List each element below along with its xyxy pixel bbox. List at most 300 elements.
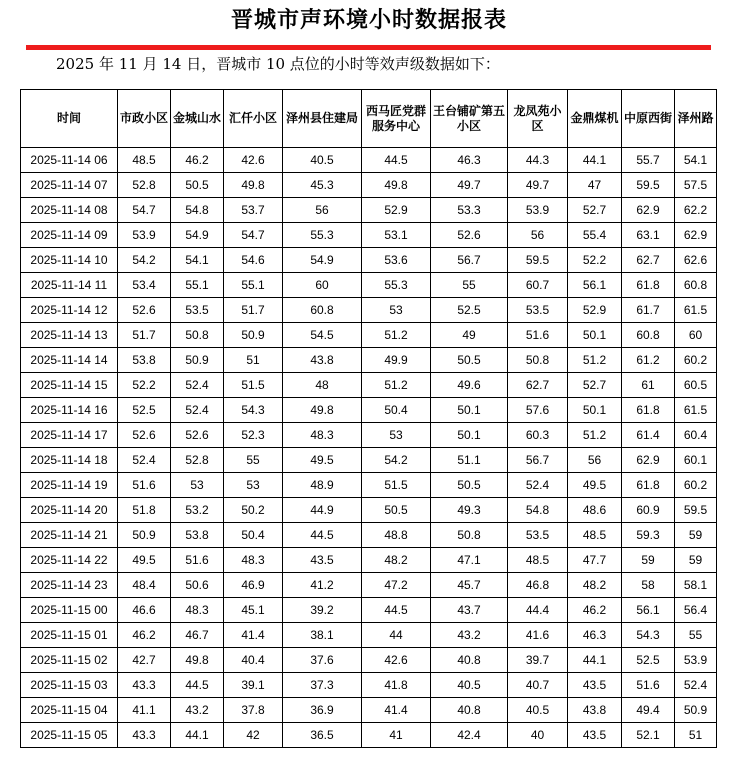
- time-cell: 2025-11-15 04: [21, 698, 118, 723]
- value-cell: 45.1: [224, 598, 283, 623]
- value-cell: 49.9: [362, 348, 431, 373]
- value-cell: 59.5: [508, 248, 568, 273]
- value-cell: 47.1: [431, 548, 508, 573]
- value-cell: 54.1: [675, 148, 717, 173]
- time-cell: 2025-11-14 18: [21, 448, 118, 473]
- value-cell: 50.4: [362, 398, 431, 423]
- table-row: [21, 273, 717, 298]
- value-cell: 52.6: [431, 223, 508, 248]
- value-cell: 39.1: [224, 673, 283, 698]
- value-cell: 51.5: [362, 473, 431, 498]
- time-cell: 2025-11-14 08: [21, 198, 118, 223]
- title-divider: [26, 45, 711, 50]
- value-cell: 43.8: [283, 348, 362, 373]
- value-cell: 41.1: [118, 698, 171, 723]
- value-cell: 40.5: [283, 148, 362, 173]
- value-cell: 52.2: [568, 248, 622, 273]
- value-cell: 62.9: [622, 198, 675, 223]
- value-cell: 49.5: [283, 448, 362, 473]
- value-cell: 59.3: [622, 523, 675, 548]
- value-cell: 61.5: [675, 398, 717, 423]
- value-cell: 56.1: [568, 273, 622, 298]
- value-cell: 51.6: [171, 548, 224, 573]
- value-cell: 36.5: [283, 723, 362, 748]
- table-row: [21, 723, 717, 748]
- value-cell: 62.7: [508, 373, 568, 398]
- value-cell: 53.6: [362, 248, 431, 273]
- value-cell: 52.4: [171, 398, 224, 423]
- time-cell: 2025-11-14 19: [21, 473, 118, 498]
- column-header: 金鼎煤机: [568, 90, 622, 148]
- time-cell: 2025-11-14 15: [21, 373, 118, 398]
- value-cell: 54.6: [224, 248, 283, 273]
- value-cell: 41.4: [362, 698, 431, 723]
- value-cell: 49.8: [283, 398, 362, 423]
- value-cell: 61.4: [622, 423, 675, 448]
- value-cell: 48.5: [508, 548, 568, 573]
- column-header: 泽州路: [675, 90, 717, 148]
- value-cell: 48.5: [568, 523, 622, 548]
- value-cell: 52.4: [675, 673, 717, 698]
- value-cell: 44.5: [171, 673, 224, 698]
- value-cell: 40: [508, 723, 568, 748]
- value-cell: 54.7: [224, 223, 283, 248]
- value-cell: 52.3: [224, 423, 283, 448]
- value-cell: 53.5: [508, 523, 568, 548]
- value-cell: 50.5: [431, 473, 508, 498]
- value-cell: 50.4: [224, 523, 283, 548]
- value-cell: 52.2: [118, 373, 171, 398]
- value-cell: 51.2: [362, 373, 431, 398]
- value-cell: 49.7: [508, 173, 568, 198]
- table-row: [21, 223, 717, 248]
- value-cell: 46.9: [224, 573, 283, 598]
- value-cell: 36.9: [283, 698, 362, 723]
- table-row: [21, 248, 717, 273]
- value-cell: 59: [622, 548, 675, 573]
- value-cell: 48.3: [224, 548, 283, 573]
- value-cell: 61.5: [675, 298, 717, 323]
- value-cell: 45.3: [283, 173, 362, 198]
- value-cell: 63.1: [622, 223, 675, 248]
- value-cell: 43.5: [568, 673, 622, 698]
- value-cell: 42.6: [224, 148, 283, 173]
- value-cell: 55.3: [283, 223, 362, 248]
- value-cell: 43.2: [171, 698, 224, 723]
- value-cell: 49.4: [622, 698, 675, 723]
- value-cell: 59: [675, 523, 717, 548]
- table-row: [21, 698, 717, 723]
- value-cell: 51.7: [118, 323, 171, 348]
- value-cell: 60: [675, 323, 717, 348]
- value-cell: 60.4: [675, 423, 717, 448]
- value-cell: 60.8: [622, 323, 675, 348]
- value-cell: 52.4: [171, 373, 224, 398]
- table-header-row: [21, 90, 717, 148]
- column-header: 西马匠党群服务中心: [362, 90, 431, 148]
- value-cell: 44.4: [508, 598, 568, 623]
- value-cell: 44.3: [508, 148, 568, 173]
- value-cell: 52.5: [622, 648, 675, 673]
- value-cell: 48.6: [568, 498, 622, 523]
- value-cell: 53: [224, 473, 283, 498]
- time-cell: 2025-11-14 14: [21, 348, 118, 373]
- value-cell: 52.6: [118, 423, 171, 448]
- value-cell: 61.8: [622, 473, 675, 498]
- value-cell: 43.7: [431, 598, 508, 623]
- value-cell: 43.5: [283, 548, 362, 573]
- value-cell: 50.1: [431, 398, 508, 423]
- value-cell: 60.2: [675, 473, 717, 498]
- value-cell: 62.6: [675, 248, 717, 273]
- value-cell: 55.1: [171, 273, 224, 298]
- value-cell: 50.9: [224, 323, 283, 348]
- value-cell: 49.6: [431, 373, 508, 398]
- value-cell: 46.8: [508, 573, 568, 598]
- value-cell: 42: [224, 723, 283, 748]
- value-cell: 61.8: [622, 398, 675, 423]
- value-cell: 60.8: [675, 273, 717, 298]
- table-row: [21, 448, 717, 473]
- value-cell: 46.2: [171, 148, 224, 173]
- value-cell: 62.9: [675, 223, 717, 248]
- value-cell: 59.5: [622, 173, 675, 198]
- value-cell: 52.4: [508, 473, 568, 498]
- value-cell: 55.4: [568, 223, 622, 248]
- page-title: 晋城市声环境小时数据报表: [230, 7, 507, 33]
- value-cell: 60.7: [508, 273, 568, 298]
- value-cell: 51.5: [224, 373, 283, 398]
- value-cell: 53: [362, 423, 431, 448]
- time-cell: 2025-11-14 13: [21, 323, 118, 348]
- intro-text: 2025 年 11 月 14 日，晋城市 10 点位的小时等效声级数据如下：: [56, 55, 500, 73]
- time-cell: 2025-11-14 16: [21, 398, 118, 423]
- value-cell: 40.7: [508, 673, 568, 698]
- value-cell: 56: [283, 198, 362, 223]
- table-row: [21, 523, 717, 548]
- table-row: [21, 673, 717, 698]
- value-cell: 41.2: [283, 573, 362, 598]
- value-cell: 49.5: [118, 548, 171, 573]
- value-cell: 59.5: [675, 498, 717, 523]
- value-cell: 56: [568, 448, 622, 473]
- value-cell: 50.9: [171, 348, 224, 373]
- value-cell: 41.6: [508, 623, 568, 648]
- value-cell: 53.7: [224, 198, 283, 223]
- value-cell: 53.2: [171, 498, 224, 523]
- value-cell: 62.9: [622, 448, 675, 473]
- value-cell: 61: [622, 373, 675, 398]
- value-cell: 60: [283, 273, 362, 298]
- value-cell: 54.9: [171, 223, 224, 248]
- table-row: [21, 198, 717, 223]
- value-cell: 42.6: [362, 648, 431, 673]
- value-cell: 44.5: [283, 523, 362, 548]
- value-cell: 51: [224, 348, 283, 373]
- value-cell: 61.8: [622, 273, 675, 298]
- value-cell: 37.3: [283, 673, 362, 698]
- value-cell: 54.5: [283, 323, 362, 348]
- value-cell: 56.7: [508, 448, 568, 473]
- value-cell: 55.1: [224, 273, 283, 298]
- value-cell: 50.8: [508, 348, 568, 373]
- value-cell: 55: [431, 273, 508, 298]
- value-cell: 41.8: [362, 673, 431, 698]
- value-cell: 48.8: [362, 523, 431, 548]
- value-cell: 50.6: [171, 573, 224, 598]
- value-cell: 54.9: [283, 248, 362, 273]
- value-cell: 50.1: [568, 398, 622, 423]
- column-header: 泽州县住建局: [283, 90, 362, 148]
- value-cell: 51: [675, 723, 717, 748]
- value-cell: 48.4: [118, 573, 171, 598]
- value-cell: 52.9: [568, 298, 622, 323]
- value-cell: 60.2: [675, 348, 717, 373]
- value-cell: 49.8: [224, 173, 283, 198]
- value-cell: 52.8: [171, 448, 224, 473]
- value-cell: 54.8: [508, 498, 568, 523]
- time-cell: 2025-11-14 23: [21, 573, 118, 598]
- value-cell: 40.5: [431, 673, 508, 698]
- value-cell: 56: [508, 223, 568, 248]
- value-cell: 53.8: [171, 523, 224, 548]
- value-cell: 52.6: [118, 298, 171, 323]
- value-cell: 62.2: [675, 198, 717, 223]
- value-cell: 47.7: [568, 548, 622, 573]
- value-cell: 50.5: [171, 173, 224, 198]
- value-cell: 50.9: [118, 523, 171, 548]
- value-cell: 48.3: [171, 598, 224, 623]
- value-cell: 61.2: [622, 348, 675, 373]
- time-cell: 2025-11-14 17: [21, 423, 118, 448]
- value-cell: 44.1: [568, 648, 622, 673]
- table-row: [21, 548, 717, 573]
- time-cell: 2025-11-15 05: [21, 723, 118, 748]
- table-row: [21, 173, 717, 198]
- value-cell: 51.6: [118, 473, 171, 498]
- time-cell: 2025-11-15 03: [21, 673, 118, 698]
- value-cell: 51.2: [362, 323, 431, 348]
- value-cell: 51.8: [118, 498, 171, 523]
- value-cell: 51.2: [568, 348, 622, 373]
- column-header: 金城山水: [171, 90, 224, 148]
- table-row: [21, 373, 717, 398]
- value-cell: 47: [568, 173, 622, 198]
- value-cell: 51.1: [431, 448, 508, 473]
- value-cell: 44: [362, 623, 431, 648]
- value-cell: 48.2: [362, 548, 431, 573]
- time-cell: 2025-11-14 22: [21, 548, 118, 573]
- value-cell: 42.7: [118, 648, 171, 673]
- value-cell: 61.7: [622, 298, 675, 323]
- value-cell: 43.3: [118, 673, 171, 698]
- table-row: [21, 323, 717, 348]
- value-cell: 53.1: [362, 223, 431, 248]
- value-cell: 55: [224, 448, 283, 473]
- time-cell: 2025-11-14 20: [21, 498, 118, 523]
- value-cell: 54.1: [171, 248, 224, 273]
- value-cell: 60.5: [675, 373, 717, 398]
- value-cell: 60.8: [283, 298, 362, 323]
- value-cell: 53.4: [118, 273, 171, 298]
- value-cell: 51.2: [568, 423, 622, 448]
- value-cell: 49.8: [171, 648, 224, 673]
- value-cell: 53.3: [431, 198, 508, 223]
- value-cell: 46.2: [118, 623, 171, 648]
- value-cell: 60.9: [622, 498, 675, 523]
- table-row: [21, 498, 717, 523]
- value-cell: 46.3: [431, 148, 508, 173]
- value-cell: 49.7: [431, 173, 508, 198]
- value-cell: 48.2: [568, 573, 622, 598]
- value-cell: 53.5: [171, 298, 224, 323]
- time-cell: 2025-11-14 12: [21, 298, 118, 323]
- value-cell: 50.8: [431, 523, 508, 548]
- value-cell: 43.2: [431, 623, 508, 648]
- noise-data-table: [20, 89, 717, 748]
- value-cell: 48.5: [118, 148, 171, 173]
- value-cell: 54.3: [224, 398, 283, 423]
- table-row: [21, 648, 717, 673]
- table-row: [21, 573, 717, 598]
- value-cell: 52.1: [622, 723, 675, 748]
- value-cell: 52.5: [431, 298, 508, 323]
- value-cell: 53.8: [118, 348, 171, 373]
- value-cell: 50.5: [362, 498, 431, 523]
- value-cell: 58: [622, 573, 675, 598]
- value-cell: 50.9: [675, 698, 717, 723]
- column-header: 中原西街: [622, 90, 675, 148]
- value-cell: 49: [431, 323, 508, 348]
- value-cell: 43.5: [568, 723, 622, 748]
- column-header: 市政小区: [118, 90, 171, 148]
- column-header: 时间: [21, 90, 118, 148]
- value-cell: 60.1: [675, 448, 717, 473]
- value-cell: 37.8: [224, 698, 283, 723]
- value-cell: 43.3: [118, 723, 171, 748]
- value-cell: 56.7: [431, 248, 508, 273]
- value-cell: 52.8: [118, 173, 171, 198]
- value-cell: 53.9: [508, 198, 568, 223]
- value-cell: 38.1: [283, 623, 362, 648]
- value-cell: 57.5: [675, 173, 717, 198]
- value-cell: 57.6: [508, 398, 568, 423]
- value-cell: 41.4: [224, 623, 283, 648]
- value-cell: 48: [283, 373, 362, 398]
- time-cell: 2025-11-14 06: [21, 148, 118, 173]
- value-cell: 45.7: [431, 573, 508, 598]
- table-row: [21, 598, 717, 623]
- value-cell: 39.7: [508, 648, 568, 673]
- value-cell: 46.2: [568, 598, 622, 623]
- time-cell: 2025-11-15 01: [21, 623, 118, 648]
- value-cell: 53.9: [118, 223, 171, 248]
- table-row: [21, 423, 717, 448]
- value-cell: 53: [171, 473, 224, 498]
- value-cell: 44.1: [171, 723, 224, 748]
- value-cell: 52.6: [171, 423, 224, 448]
- time-cell: 2025-11-14 11: [21, 273, 118, 298]
- value-cell: 54.2: [362, 448, 431, 473]
- value-cell: 51.6: [622, 673, 675, 698]
- value-cell: 42.4: [431, 723, 508, 748]
- value-cell: 62.7: [622, 248, 675, 273]
- value-cell: 49.3: [431, 498, 508, 523]
- value-cell: 41: [362, 723, 431, 748]
- value-cell: 44.5: [362, 598, 431, 623]
- value-cell: 52.4: [118, 448, 171, 473]
- value-cell: 58.1: [675, 573, 717, 598]
- value-cell: 46.7: [171, 623, 224, 648]
- value-cell: 54.3: [622, 623, 675, 648]
- value-cell: 51.7: [224, 298, 283, 323]
- value-cell: 47.2: [362, 573, 431, 598]
- value-cell: 44.9: [283, 498, 362, 523]
- value-cell: 46.6: [118, 598, 171, 623]
- value-cell: 50.2: [224, 498, 283, 523]
- time-cell: 2025-11-14 07: [21, 173, 118, 198]
- table-row: [21, 398, 717, 423]
- value-cell: 52.9: [362, 198, 431, 223]
- value-cell: 49.5: [568, 473, 622, 498]
- time-cell: 2025-11-14 21: [21, 523, 118, 548]
- time-cell: 2025-11-15 00: [21, 598, 118, 623]
- table-body: [21, 148, 717, 748]
- table-row: [21, 148, 717, 173]
- column-header: 汇仟小区: [224, 90, 283, 148]
- value-cell: 52.7: [568, 373, 622, 398]
- value-cell: 49.8: [362, 173, 431, 198]
- column-header: 龙凤苑小区: [508, 90, 568, 148]
- value-cell: 53: [362, 298, 431, 323]
- table-row: [21, 473, 717, 498]
- table-row: [21, 298, 717, 323]
- value-cell: 53.5: [508, 298, 568, 323]
- value-cell: 54.8: [171, 198, 224, 223]
- value-cell: 56.4: [675, 598, 717, 623]
- time-cell: 2025-11-14 09: [21, 223, 118, 248]
- time-cell: 2025-11-14 10: [21, 248, 118, 273]
- value-cell: 40.8: [431, 648, 508, 673]
- value-cell: 40.8: [431, 698, 508, 723]
- value-cell: 48.9: [283, 473, 362, 498]
- value-cell: 54.7: [118, 198, 171, 223]
- value-cell: 37.6: [283, 648, 362, 673]
- value-cell: 40.5: [508, 698, 568, 723]
- value-cell: 55.3: [362, 273, 431, 298]
- value-cell: 56.1: [622, 598, 675, 623]
- value-cell: 50.1: [568, 323, 622, 348]
- value-cell: 59: [675, 548, 717, 573]
- table-row: [21, 348, 717, 373]
- value-cell: 51.6: [508, 323, 568, 348]
- value-cell: 44.5: [362, 148, 431, 173]
- value-cell: 53.9: [675, 648, 717, 673]
- column-header: 王台铺矿第五小区: [431, 90, 508, 148]
- value-cell: 39.2: [283, 598, 362, 623]
- value-cell: 40.4: [224, 648, 283, 673]
- value-cell: 48.3: [283, 423, 362, 448]
- value-cell: 54.2: [118, 248, 171, 273]
- value-cell: 60.3: [508, 423, 568, 448]
- value-cell: 52.5: [118, 398, 171, 423]
- value-cell: 44.1: [568, 148, 622, 173]
- value-cell: 50.5: [431, 348, 508, 373]
- value-cell: 52.7: [568, 198, 622, 223]
- value-cell: 50.1: [431, 423, 508, 448]
- value-cell: 55.7: [622, 148, 675, 173]
- value-cell: 55: [675, 623, 717, 648]
